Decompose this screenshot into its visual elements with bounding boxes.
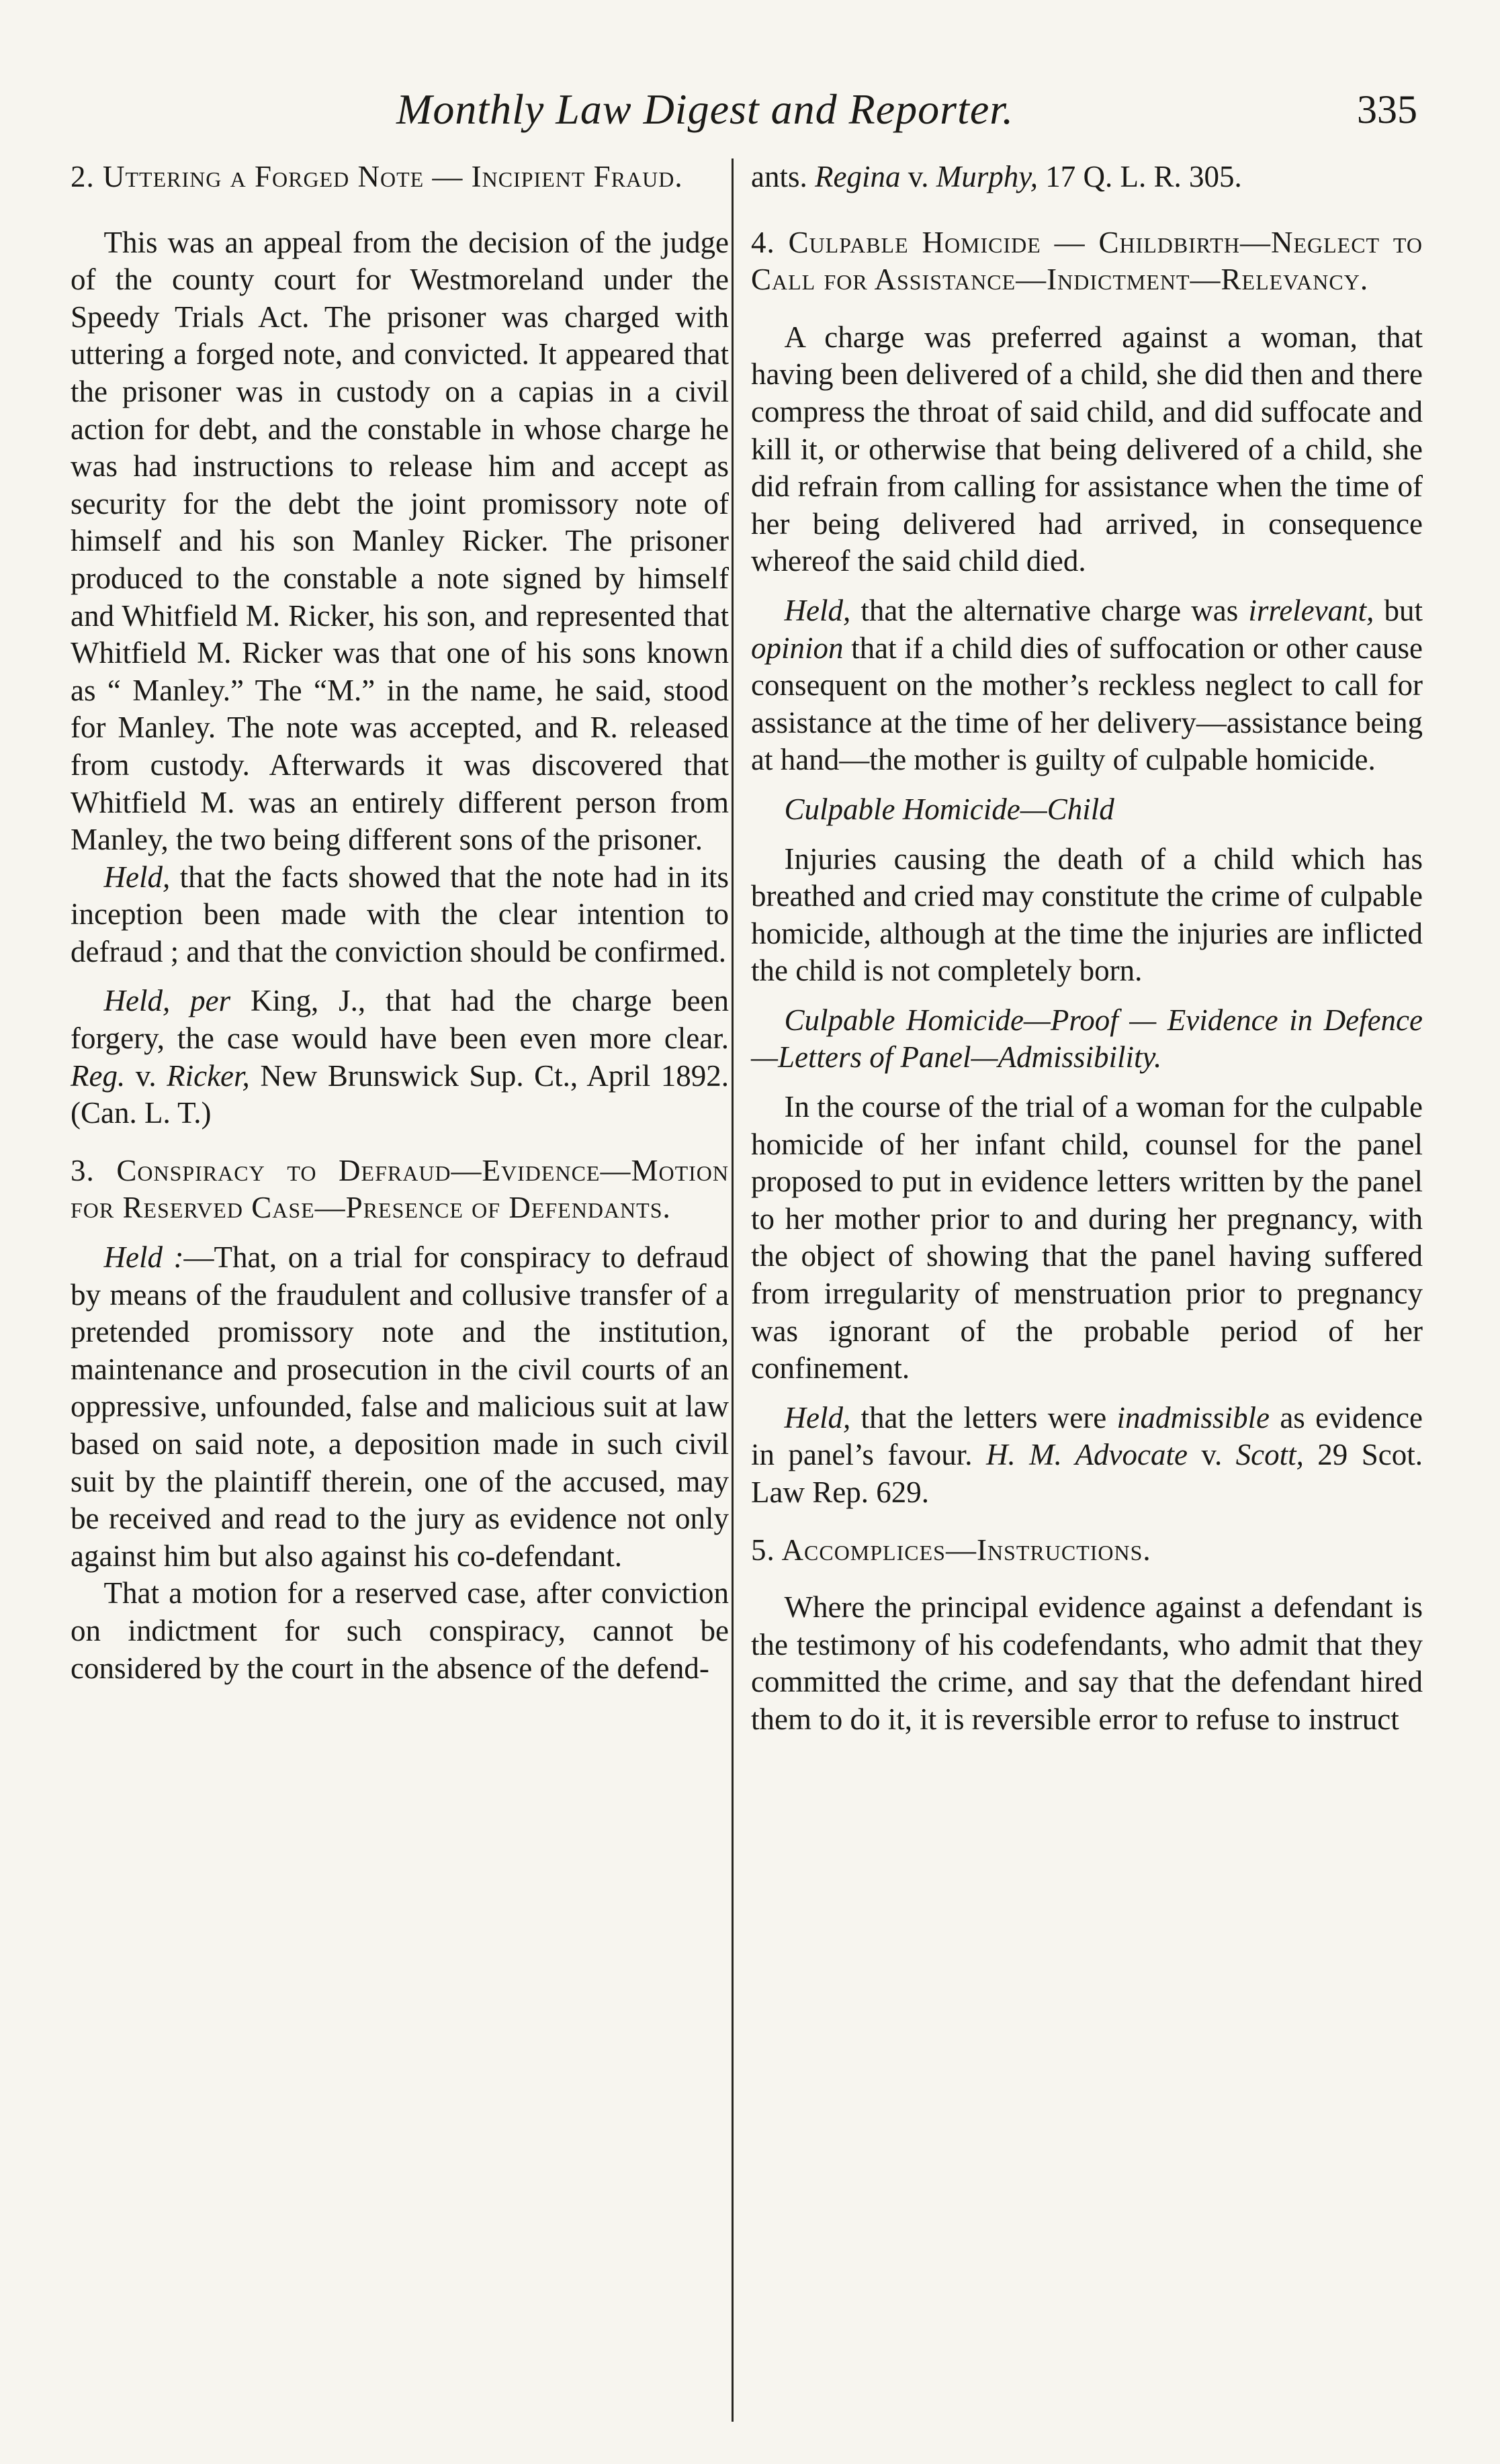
column-divider bbox=[732, 158, 734, 2422]
held-label: Held, bbox=[784, 593, 851, 627]
irrelevant-term: irrelevant, bbox=[1248, 593, 1374, 627]
case-3-citation bbox=[751, 158, 1423, 196]
case-4-holding-text: that the alternative charge was bbox=[850, 593, 1249, 627]
held-label: Held, bbox=[784, 1400, 851, 1434]
subsection-2-citation-text: 29 Scot. Law Rep. 629. bbox=[751, 1438, 1423, 1509]
running-title: Monthly Law Digest and Reporter. bbox=[396, 85, 1014, 133]
case-4-holding bbox=[751, 592, 1423, 779]
case-4-holding-text: that if a child dies of suffocation or other cause consequent on the mother’s reckless neglect to call for assistance at the time of her delivery—assistance being at hand—the mother is guilty of culpable homicide. bbox=[751, 631, 1423, 777]
subsection-2-holding bbox=[751, 1400, 1423, 1512]
opinion-term: opinion bbox=[751, 631, 844, 665]
case-2-holding bbox=[71, 859, 729, 971]
right-column bbox=[751, 158, 1423, 1739]
subsection-2-holding-text: as evidence in panel’s favour. bbox=[751, 1400, 1423, 1472]
inadmissible-term: inadmissible bbox=[1116, 1400, 1270, 1434]
versus-text: v. bbox=[1187, 1438, 1236, 1472]
subsection-1-text: Injuries causing the death of a child which has breathed and cried may constitute the crime of culpable homicide, although at the time the injuries are inflicted the child is not completely born. bbox=[751, 841, 1423, 988]
page-header bbox=[396, 79, 1417, 140]
versus-text: v. bbox=[125, 1058, 167, 1093]
citation-hm-advocate: H. M. Advocate bbox=[985, 1438, 1188, 1472]
per-label: per bbox=[190, 984, 231, 1018]
case-2-dictum-text: King, J., that had the charge been forgery, the case would have been even more clear. bbox=[71, 984, 730, 1056]
citation-scott: Scott, bbox=[1235, 1438, 1304, 1472]
case-4-holding-text: but bbox=[1374, 593, 1423, 627]
subsection-2-title bbox=[751, 1002, 1423, 1077]
subsection-1-title bbox=[751, 791, 1423, 829]
case-3-citation-text: 17 Q. L. R. 305. bbox=[1038, 160, 1242, 193]
case-3-heading: 3. Conspiracy to Defraud—Evidence—Motion for Reserved Case—Presence of Defendants. bbox=[71, 1153, 729, 1225]
case-2-holding-text: that the facts showed that the note had in its inception been made with the clear intention to defraud ; and that the conviction should be confirmed. bbox=[71, 860, 729, 968]
held-label: Held : bbox=[103, 1240, 184, 1275]
subsection-2-text: In the course of the trial of a woman for the culpable homicide of her infant child, counsel for the panel proposed to put in evidence letters written by the panel to her mother prior to and during her pregnancy, with the object of showing that the panel having suffered from irregularity of menstruation prior to pregnancy was ignorant of the probable period of her confinement. bbox=[751, 1090, 1423, 1385]
case-3-holding-text: —That, on a trial for conspiracy to defraud by means of the fraudulent and collusive transfer of a pretended promissory note and the institution, maintenance and prosecution in the civil courts of an oppressive, unfounded, false and malicious suit at law based on said note, a deposition made in such civil suit by the plaintiff therein, one of the accused, may be received and read to the jury as evidence not only against him but also against his co-defendant. bbox=[71, 1240, 729, 1573]
versus-text: v. bbox=[900, 160, 936, 193]
subsection-2-holding-text: that the letters were bbox=[850, 1400, 1117, 1434]
case-2-citation-reg: Reg. bbox=[71, 1058, 126, 1093]
subsection-1-title-text: Culpable Homicide—Child bbox=[784, 792, 1114, 826]
case-2-citation-text: New Brunswick Sup. Ct., April 1892. (Can. L. T.) bbox=[71, 1058, 729, 1130]
case-2-citation-party: Ricker, bbox=[167, 1058, 250, 1093]
case-3-citation-regina: Regina bbox=[815, 160, 901, 193]
subsection-2-title-text: Culpable Homicide—Proof — Evidence in Defence—Letters of Panel—Admissibility. bbox=[751, 1003, 1423, 1075]
case-3-motion: That a motion for a reserved case, after conviction on indictment for such conspiracy, cannot be considered by the court in the absence of the defend- bbox=[71, 1576, 729, 1685]
held-label: Held, bbox=[103, 984, 171, 1018]
held-label: Held, bbox=[103, 860, 171, 894]
case-2-facts: This was an appeal from the decision of the judge of the county court for Westmoreland under the Speedy Trials Act. The prisoner was charged with uttering a forged note, and convicted. It appeared that the prisoner was in custody on a capias in a civil action for debt, and the constable in whose charge he was had instructions to release him and accept as security for the debt the joint promissory note of himself and his son Manley Ricker. The prisoner produced to the constable a note signed by himself and Whitfield M. Ricker, his son, and represented that Whitfield M. Ricker was that one of his sons known as “ Manley.” The “M.” in the name, he said, stood for Manley. The note was accepted, and R. released from custody. Afterwards it was discovered that Whitfield M. was an entirely different person from Manley, the two being different sons of the prisoner. bbox=[71, 225, 729, 857]
case-5-heading: 5. Accomplices—Instructions. bbox=[751, 1533, 1151, 1567]
case-2-dictum bbox=[71, 983, 729, 1132]
case-4-charge: A charge was preferred against a woman, that having been delivered of a child, she did then and there compress the throat of said child, and did suffocate and kill it, or otherwise that being delivered of a child, she did refrain from calling for assistance when the time of her being delivered had arrived, in consequence whereof the said child died. bbox=[751, 320, 1423, 578]
case-3-citation-party: Murphy, bbox=[936, 160, 1039, 193]
case-4-heading: 4. Culpable Homicide — Childbirth—Neglect to Call for Assistance—Indictment—Relevancy. bbox=[751, 225, 1423, 297]
case-5-text: Where the principal evidence against a defendant is the testimony of his codefendants, who admit that they committed the crime, and say that the defendant hired them to do it, it is reversible error to refuse to instruct bbox=[751, 1590, 1423, 1736]
left-column bbox=[71, 158, 729, 1687]
case-2-heading: 2. Uttering a Forged Note — Incipient Fraud. bbox=[71, 160, 683, 193]
continued-text: ants. bbox=[751, 160, 815, 193]
page-number: 335 bbox=[1357, 87, 1417, 132]
case-3-holding bbox=[71, 1239, 729, 1575]
